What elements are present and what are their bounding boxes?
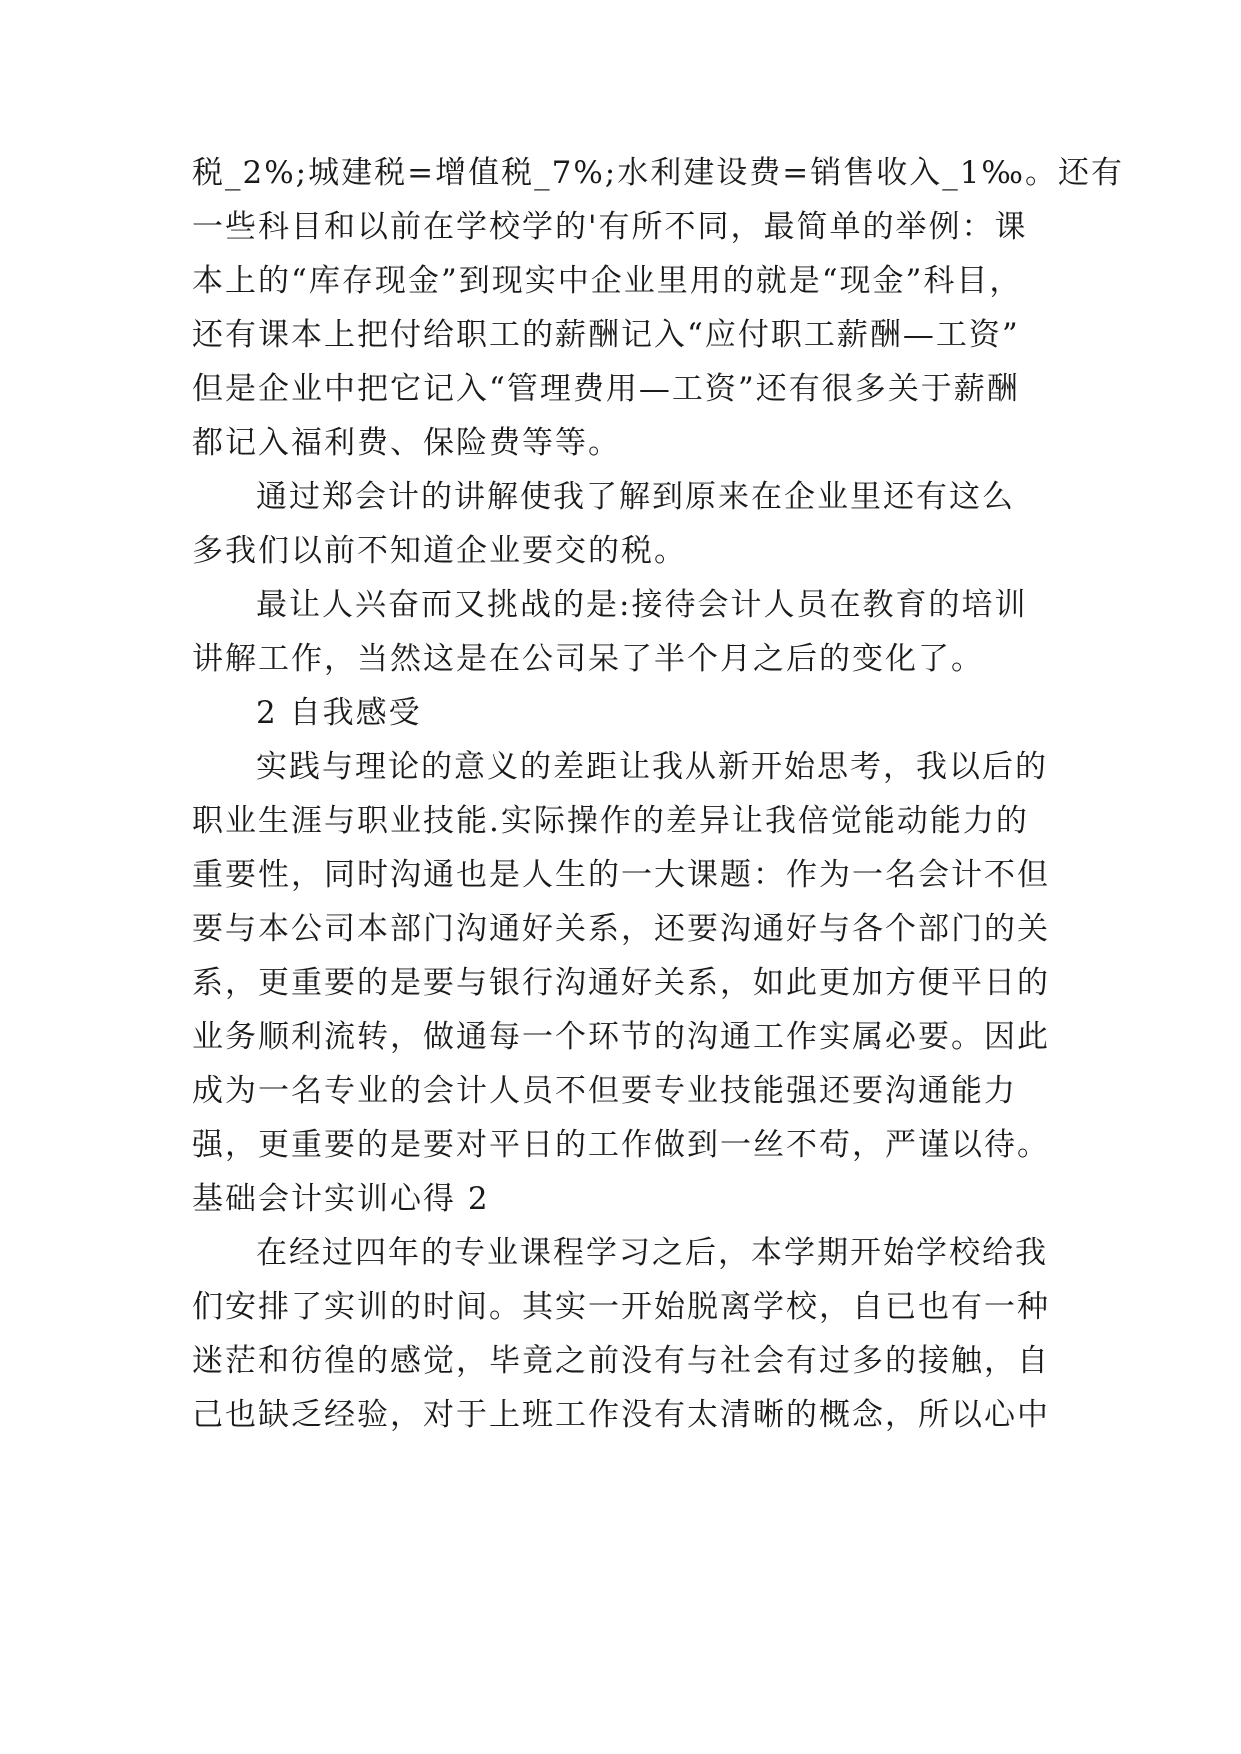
text-line: 讲解工作，当然这是在公司呆了半个月之后的变化了。 — [192, 641, 984, 677]
paragraph-first-line: 通过郑会计的讲解使我了解到原来在企业里还有这么 — [256, 479, 1015, 515]
text-line: 本上的“库存现金”到现实中企业里用的就是“现金”科目， — [192, 263, 1023, 299]
text-line: 重要性，同时沟通也是人生的一大课题：作为一名会计不但 — [192, 857, 1050, 893]
text-line: 一些科目和以前在学校学的'有所不同，最简单的举例：课 — [192, 209, 1028, 245]
section-heading: 2 自我感受 — [256, 695, 422, 731]
text-line: 还有课本上把付给职工的薪酬记入“应付职工薪酬—工资” — [192, 317, 1020, 353]
text-line: 要与本公司本部门沟通好关系，还要沟通好与各个部门的关 — [192, 911, 1050, 947]
text-line: 但是企业中把它记入“管理费用—工资”还有很多关于薪酬 — [192, 371, 1020, 407]
text-line: 职业生涯与职业技能.实际操作的差异让我倍觉能动能力的 — [192, 803, 1029, 839]
text-line: 业务顺利流转，做通每一个环节的沟通工作实属必要。因此 — [192, 1019, 1050, 1055]
text-line: 己也缺乏经验，对于上班工作没有太清晰的概念，所以心中 — [192, 1397, 1050, 1433]
text-line: 系，更重要的是要与银行沟通好关系，如此更加方便平日的 — [192, 965, 1050, 1001]
paragraph-first-line: 最让人兴奋而又挑战的是:接待会计人员在教育的培训 — [256, 587, 1028, 623]
text-line: 税_2%;城建税=增值税_7%;水利建设费=销售收入_1‰。还有 — [192, 155, 1125, 191]
text-line: 强，更重要的是要对平日的工作做到一丝不苟，严谨以待。 — [192, 1127, 1050, 1163]
text-line: 多我们以前不知道企业要交的税。 — [192, 533, 687, 569]
paragraph-first-line: 在经过四年的专业课程学习之后，本学期开始学校给我 — [256, 1235, 1048, 1271]
article-title: 基础会计实训心得 2 — [192, 1181, 490, 1217]
paragraph-first-line: 实践与理论的意义的差距让我从新开始思考，我以后的 — [256, 749, 1048, 785]
text-line: 成为一名专业的会计人员不但要专业技能强还要沟通能力 — [192, 1073, 1017, 1109]
text-line: 迷茫和彷徨的感觉，毕竟之前没有与社会有过多的接触，自 — [192, 1343, 1050, 1379]
text-line: 都记入福利费、保险费等等。 — [192, 425, 621, 461]
text-line: 们安排了实训的时间。其实一开始脱离学校，自已也有一种 — [192, 1289, 1050, 1325]
